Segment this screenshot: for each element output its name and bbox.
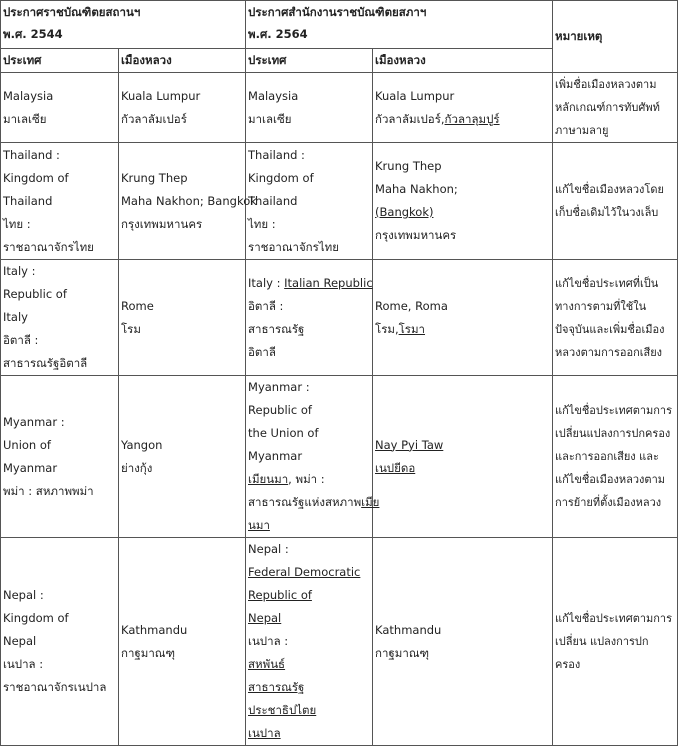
cell-country-2021: Myanmar : Republic of the Union of Myanmar เมียนมา, พม่า : สาธารณรัฐแห่งสหภาพเมีย นมา [246,376,373,538]
table-row [1,260,678,376]
cell-remark: แก้ไขชื่อประเทศตามการ เปลี่ยน แปลงการปก ครอง [553,538,678,746]
cell-remark: แก้ไขชื่อเมืองหลวงโดย เก็บชื่อเดิมไว้ในวงเล็บ [553,143,678,260]
cell-remark: แก้ไขชื่อประเทศตามการ เปลี่ยนแปลงการปกครอง และการออกเสียง และ แก้ไขชื่อเมืองหลวงตาม การย้ายที่ตั้งเมืองหลวง [553,376,678,538]
cell-capital-2001: Krung Thep Maha Nakhon; Bangkok กรุงเทพมหานคร [119,143,246,260]
cell-country-2001: Nepal : Kingdom of Nepal เนปาล : ราชอาณาจักรเนปาล [1,538,119,746]
header-capital-1: เมืองหลวง [119,49,246,73]
cell-country-2021: Malaysia มาเลเซีย [246,73,373,143]
cell-capital-2001: Kuala Lumpur กัวลาลัมเปอร์ [119,73,246,143]
cell-country-2021: Nepal : Federal Democratic Republic of Nepal เนปาล : สหพันธ์ สาธารณรัฐ ประชาธิปไตย เนปาล [246,538,373,746]
cell-country-2001: Thailand : Kingdom of Thailand ไทย : ราชอาณาจักรไทย [1,143,119,260]
table-row [1,376,678,538]
cell-country-2001: Malaysia มาเลเซีย [1,73,119,143]
cell-capital-2021: Rome, Roma โรม,โรมา [373,260,553,376]
cell-capital-2001: Rome โรม [119,260,246,376]
cell-country-2021: Thailand : Kingdom of Thailand ไทย : ราชอาณาจักรไทย [246,143,373,260]
cell-capital-2021: Kathmandu กาฐมาณฑุ [373,538,553,746]
table-row [1,538,678,746]
cell-capital-2021: Nay Pyi Taw เนปยีดอ [373,376,553,538]
header-group-2021: ประกาศสำนักงานราชบัณฑิตยสภาฯ พ.ศ. 2564 [246,1,553,49]
header-group-2001: ประกาศราชบัณฑิตยสถานฯ พ.ศ. 2544 [1,1,246,49]
cell-capital-2021: Kuala Lumpur กัวลาลัมเปอร์,กัวลาลุมปูร์ [373,73,553,143]
header-country-1: ประเทศ [1,49,119,73]
cell-remark: เพิ่มชื่อเมืองหลวงตาม หลักเกณฑ์การทับศัพท์ ภาษามลายู [553,73,678,143]
table-row [1,143,678,260]
cell-country-2001: Italy : Republic of Italy อิตาลี : สาธารณรัฐอิตาลี [1,260,119,376]
header-remark: หมายเหตุ [553,1,678,73]
cell-capital-2001: Yangon ย่างกุ้ง [119,376,246,538]
cell-capital-2001: Kathmandu กาฐมาณฑุ [119,538,246,746]
cell-capital-2021: Krung Thep Maha Nakhon; (Bangkok) กรุงเทพมหานคร [373,143,553,260]
cell-country-2021: Italy : Italian Republic อิตาลี : สาธารณรัฐ อิตาลี [246,260,373,376]
cell-country-2001: Myanmar : Union of Myanmar พม่า : สหภาพพม่า [1,376,119,538]
header-capital-2: เมืองหลวง [373,49,553,73]
header-row-groups [1,1,678,49]
cell-remark: แก้ไขชื่อประเทศที่เป็น ทางการตามที่ใช้ใน ปัจจุบันและเพิ่มชื่อเมือง หลวงตามการออกเสียง [553,260,678,376]
table-row [1,73,678,143]
header-country-2: ประเทศ [246,49,373,73]
